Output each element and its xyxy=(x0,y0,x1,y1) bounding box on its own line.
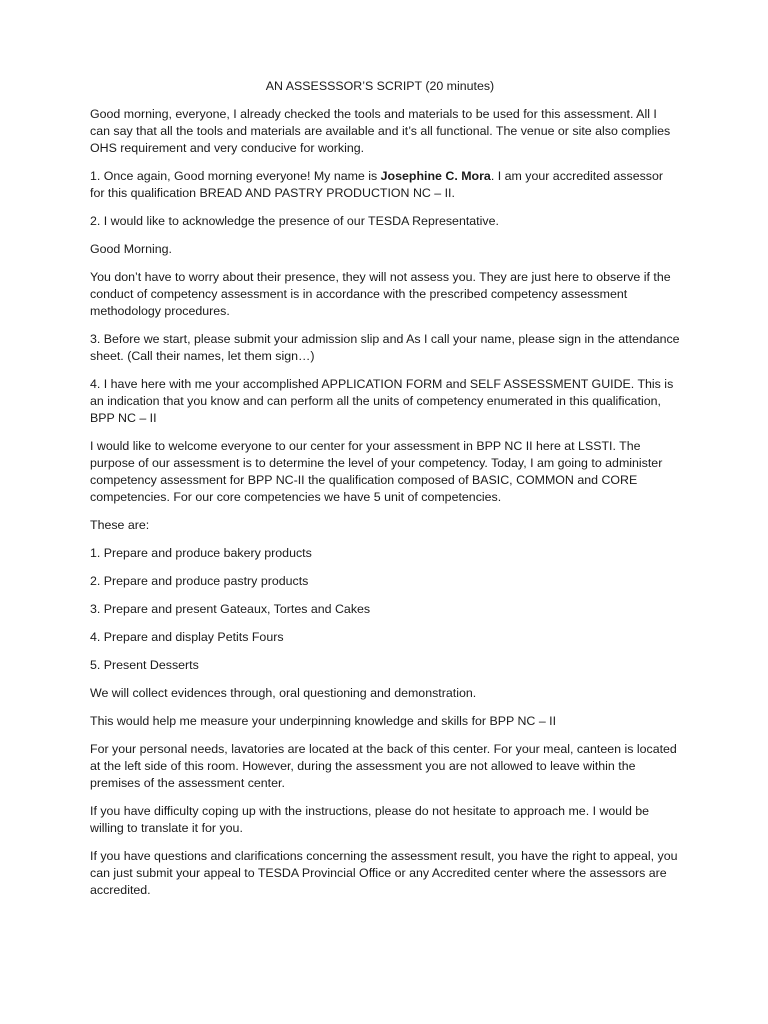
difficulty-paragraph: If you have difficulty coping up with the instructions, please do not hesitate to approach me. I would be willing to translate it for you. xyxy=(90,804,650,835)
introduction-step-3: 3. Before we start, please submit your admission slip and As I call your name, please sign in the attendance sheet. (Call their names, let them sign…) xyxy=(90,332,680,363)
measure-paragraph: This would help me measure your underpinning knowledge and skills for BPP NC – II xyxy=(90,714,557,728)
welcome-paragraph: I would like to welcome everyone to our center for your assessment in BPP NC II here at LSSTI. The purpose of our assessment is to determine the level of your competency. Today, I am going to administer competency assessment for BPP NC-II the qualification composed of BASIC, COMMON and CORE competencies. For our core competencies we have 5 unit of competencies. xyxy=(90,439,663,504)
step-1-text-start: 1. Once again, Good morning everyone! My name is xyxy=(90,169,381,183)
representative-presence-paragraph: You don’t have to worry about their presence, they will not assess you. They are just here to observe if the conduct of competency assessment is in accordance with the prescribed competency assessment methodology procedures. xyxy=(90,270,671,318)
competency-item: 2. Prepare and produce pastry products xyxy=(90,574,309,588)
intro-paragraph: Good morning, everyone, I already checked the tools and materials to be used for this assessment. All I can say that all the tools and materials are available and it’s all functional. The venue or site also complies OHS requirement and very conducive for working. xyxy=(90,107,671,155)
competency-item: 5. Present Desserts xyxy=(90,658,199,672)
document-body xyxy=(90,78,680,910)
document-title: AN ASSESSSOR’S SCRIPT (20 minutes) xyxy=(265,79,495,93)
competency-item: 3. Prepare and present Gateaux, Tortes and Cakes xyxy=(90,602,371,616)
introduction-step-1 xyxy=(90,168,680,202)
assessor-name: Josephine C. Mora xyxy=(380,169,491,183)
appeal-paragraph: If you have questions and clarifications concerning the assessment result, you have the right to appeal, you can just submit your appeal to TESDA Provincial Office or any Accredited center where the assessors are accredited. xyxy=(90,849,678,897)
competency-item: 1. Prepare and produce bakery products xyxy=(90,546,312,560)
introduction-step-2: 2. I would like to acknowledge the presence of our TESDA Representative. xyxy=(90,214,499,228)
step-1-text-end: . I am your accredited assessor for this qualification BREAD AND PASTRY PRODUCTION NC – II. xyxy=(90,169,663,200)
greeting-line: Good Morning. xyxy=(90,242,172,256)
personal-needs-paragraph: For your personal needs, lavatories are located at the back of this center. For your meal, canteen is located at the left side of this room. However, during the assessment you are not allowed to leave within the premises of the assessment center. xyxy=(90,742,677,790)
evidence-paragraph: We will collect evidences through, oral questioning and demonstration. xyxy=(90,686,477,700)
competencies-heading: These are: xyxy=(90,518,150,532)
introduction-step-4: 4. I have here with me your accomplished APPLICATION FORM and SELF ASSESSMENT GUIDE. This is an indication that you know and can perform all the units of competency enumerated in this qualification, BPP NC – II xyxy=(90,377,674,425)
competency-item: 4. Prepare and display Petits Fours xyxy=(90,630,284,644)
